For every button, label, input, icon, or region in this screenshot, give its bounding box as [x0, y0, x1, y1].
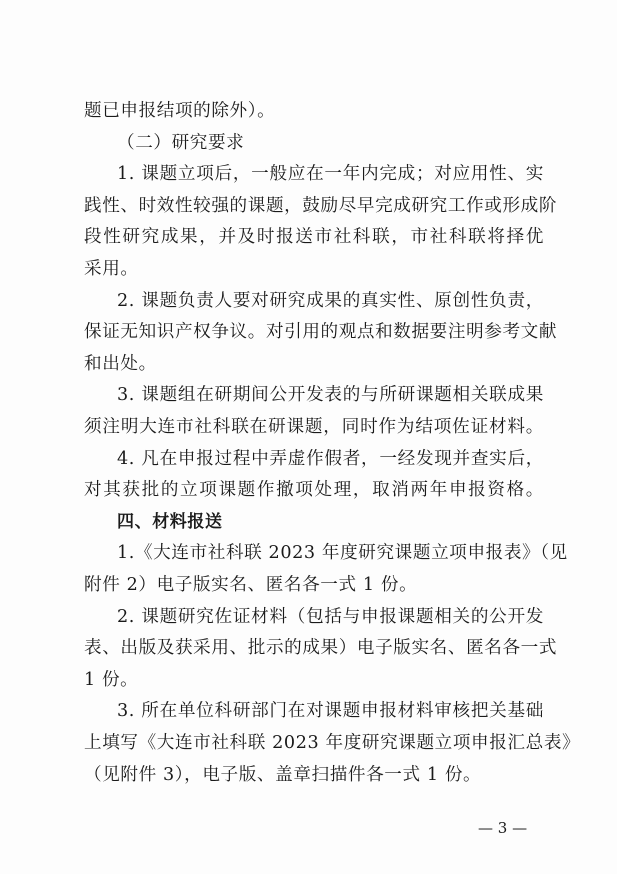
text-line-1: 题已申报结项的除外）。: [84, 101, 276, 121]
text-line-16: 附件 2）电子版实名、匿名各一式 1 份。: [84, 575, 418, 595]
text-line-5: 段性研究成果，并及时报送市社科联，市社科联将择优: [84, 227, 544, 248]
text-line-22: （见附件 3），电子版、盖章扫描件各一式 1 份。: [84, 764, 482, 785]
text-line-6: 采用。: [84, 259, 139, 279]
text-line-13: 对其获批的立项课题作撤项处理，取消两年申报资格。: [84, 480, 544, 501]
text-line-17: 2. 课题研究佐证材料（包括与申报课题相关的公开发: [117, 606, 544, 627]
text-line-10: 3. 课题组在研期间公开发表的与所研课题相关联成果: [117, 385, 544, 406]
text-line-18: 表、出版及获采用、批示的成果）电子版实名、匿名各一式: [84, 638, 558, 659]
subheading-research-requirements: （二）研究要求: [117, 132, 245, 153]
section-heading-materials: 四、材料报送: [117, 511, 223, 532]
text-line-3: 1. 课题立项后，一般应在一年内完成；对应用性、实: [117, 164, 544, 185]
text-line-19: 1 份。: [84, 669, 139, 690]
text-line-11: 须注明大连市社科联在研课题，同时作为结项佐证材料。: [84, 417, 544, 437]
text-line-12: 4. 凡在申报过程中弄虚作假者，一经发现并查实后，: [117, 448, 544, 469]
page-number: — 3 —: [478, 819, 528, 837]
text-line-15: 1.《大连市社科联 2023 年度研究课题立项申报表》（见: [117, 543, 568, 564]
text-line-9: 和出处。: [84, 353, 157, 374]
text-line-7: 2. 课题负责人要对研究成果的真实性、原创性负责，: [117, 290, 544, 311]
text-line-4: 践性、时效性较强的课题，鼓励尽早完成研究工作或形成阶: [84, 195, 558, 216]
text-line-21: 上填写《大连市社科联 2023 年度研究课题立项申报汇总表》: [84, 733, 581, 753]
text-line-20: 3. 所在单位科研部门在对课题申报材料审核把关基础: [117, 701, 544, 722]
text-line-8: 保证无知识产权争议。对引用的观点和数据要注明参考文献: [84, 322, 558, 343]
